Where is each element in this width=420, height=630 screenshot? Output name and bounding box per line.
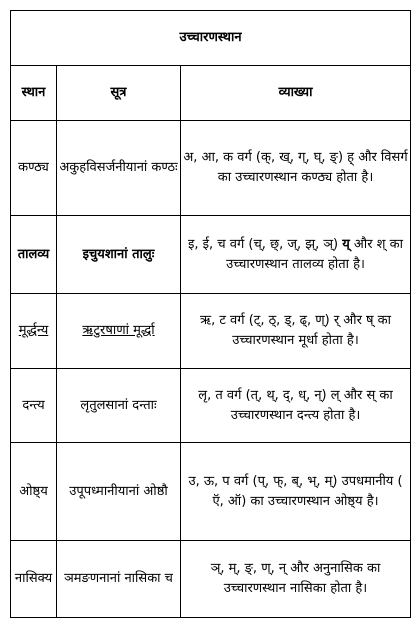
place-cell: नासिक्य — [11, 541, 57, 618]
sutra-cell: लृतुलसानां दन्ताः — [57, 369, 181, 443]
explanation-bold-text: य् — [342, 236, 350, 252]
table-row — [11, 443, 411, 541]
title-row — [11, 11, 411, 66]
header-sutra: सूत्र — [57, 66, 181, 121]
uccharan-table-container — [10, 10, 411, 618]
header-explanation: व्याख्या — [181, 66, 411, 121]
sutra-cell: इचुयशानां तालुः — [57, 216, 181, 294]
header-row — [11, 66, 411, 121]
header-place: स्थान — [11, 66, 57, 121]
table-title: उच्चारणस्थान — [11, 11, 411, 66]
explanation-cell: ञ्, म्, ङ्, ण्, न् और अनुनासिक का उच्चारणस्थान नासिका होता है। — [181, 541, 411, 618]
place-cell: ओष्ठ्य — [11, 443, 57, 541]
explanation-cell: ऋ, ट वर्ग (ट्, ठ्, ड्, ढ्, ण्) र् और ष् का उच्चारणस्थान मूर्धा होता है। — [181, 294, 411, 369]
sutra-cell: अकुहविसर्जनीयानां कण्ठः — [57, 121, 181, 216]
place-cell: दन्त्य — [11, 369, 57, 443]
explanation-cell — [181, 216, 411, 294]
table-row — [11, 121, 411, 216]
table-row — [11, 541, 411, 618]
explanation-text: इ, ई, च वर्ग (च्, छ्, ज्, झ्, ञ्) — [188, 236, 343, 252]
sutra-cell: उपूपध्मानीयानां ओष्ठौ — [57, 443, 181, 541]
explanation-cell: उ, ऊ, प वर्ग (प्, फ्, ब्, भ्, म्) उपधमानीय ( ऍ, ऑ) का उच्चारणस्थान ओष्ठ्य है। — [181, 443, 411, 541]
place-cell: मूर्द्धन्य — [11, 294, 57, 369]
explanation-cell: लृ, त वर्ग (त्, थ्, द्, ध्, न्) ल् और स् का उच्चारणस्थान दन्त्य होता है। — [181, 369, 411, 443]
table-row — [11, 369, 411, 443]
uccharan-table — [10, 10, 411, 618]
sutra-cell: ऋटुरषाणां मूर्द्धा — [57, 294, 181, 369]
table-row — [11, 216, 411, 294]
place-cell: तालव्य — [11, 216, 57, 294]
place-cell: कण्ठ्य — [11, 121, 57, 216]
table-row — [11, 294, 411, 369]
sutra-cell: ञमङणनानां नासिका च — [57, 541, 181, 618]
explanation-text: और श् का उच्चारणस्थान तालव्य होता है। — [226, 236, 403, 272]
explanation-cell: अ, आ, क वर्ग (क्, ख्, ग्, घ्, ङ्) ह् और विसर्ग का उच्चारणस्थान कण्ठ्य होता है। — [181, 121, 411, 216]
